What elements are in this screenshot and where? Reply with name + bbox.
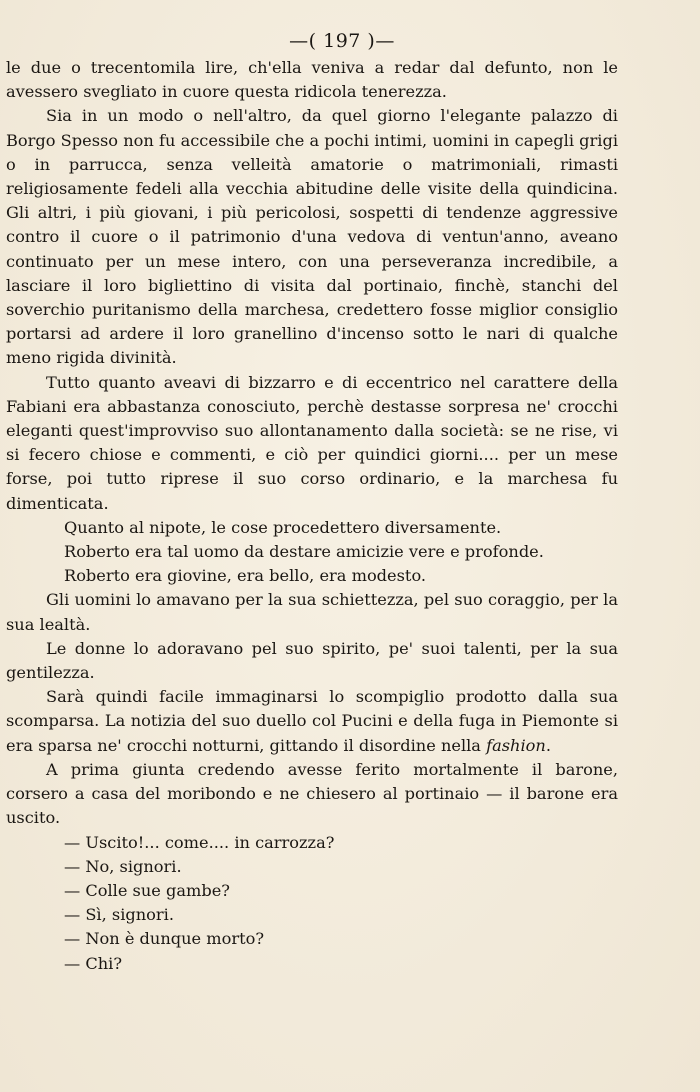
dialog-line: — Sì, signori. bbox=[64, 905, 174, 925]
paragraph-palazzo: Sia in un modo o nell'altro, da quel giorno l'elegante palazzo di Borgo Spesso non fu accessibile che a pochi intimi, uomini in capegli grigi o in parrucca, senza velleità amatorie o matrimoniali, rimasti religiosamente fedeli alla vecchia abitudine delle visite della quindicina. Gli altri, i più giovani, i più pericolosi, sospetti di tendenze aggressive contro il cuore o il patrimonio d'una vedova di ventun'anno, aveano continuato per un mese intero, con una perseveranza incredibile, a lasciare il loro bigliettino di visita dal portinaio, finchè, stanchi del soverchio puritanismo della marchesa, credettero fosse miglior consiglio portarsi ad ardere il loro granellino d'incenso sotto le nari di qualche meno rigida divinità. bbox=[6, 106, 618, 368]
dialog-line: — Chi? bbox=[64, 953, 122, 973]
dialog-line: — Colle sue gambe? bbox=[64, 880, 230, 900]
paragraph-fabiani: Tutto quanto aveavi di bizzarro e di eccentrico nel carattere della Fabiani era abbastanza conosciuto, perchè destasse sorpresa ne' crocchi eleganti quest'improvviso suo allontanamento dalla società: se ne rise, vi si fecero chiose e commenti, e ciò per quindici giorni.... per un mese forse, poi tutto riprese il suo corso ordinario, e la marchesa fu dimenticata. bbox=[6, 372, 618, 513]
dialog-line: — No, signori. bbox=[64, 856, 182, 876]
paragraph-roberto-giovine: Roberto era giovine, era bello, era modesto. bbox=[64, 566, 427, 586]
page-number-header: —( 197 )— bbox=[289, 30, 395, 52]
dialog-line: — Non è dunque morto? bbox=[64, 929, 265, 949]
dialog-line: — Uscito!... come.... in carrozza? bbox=[64, 832, 335, 852]
italic-word: fashion bbox=[486, 735, 546, 755]
paragraph-donne: Le donne lo adoravano pel suo spirito, pe' suoi talenti, per la sua gentilezza. bbox=[6, 638, 618, 683]
paragraph-scompiglio: Sarà quindi facile immaginarsi lo scompiglio prodotto dalla sua scomparsa. La notizia del suo duello col Pucini e della fuga in Piemonte si era sparsa ne' crocchi notturni, gittando il disordine nella fashion. bbox=[6, 687, 618, 755]
paragraph-prima-giunta: A prima giunta credendo avesse ferito mortalmente il barone, corsero a casa del moribondo e ne chiesero al portinaio — il barone era uscito. bbox=[6, 759, 618, 828]
paragraph-nipote: Quanto al nipote, le cose procedettero diversamente. bbox=[64, 517, 502, 537]
paragraph-continuation: le due o trecentomila lire, ch'ella veniva a redar dal defunto, non le avessero svegliato in cuore questa ridicola tenerezza. bbox=[6, 58, 618, 102]
paragraph-uomini: Gli uomini lo amavano per la sua schiettezza, pel suo coraggio, per la sua lealtà. bbox=[6, 590, 618, 634]
paragraph-roberto-amicizie: Roberto era tal uomo da destare amicizie vere e profonde. bbox=[64, 542, 544, 562]
